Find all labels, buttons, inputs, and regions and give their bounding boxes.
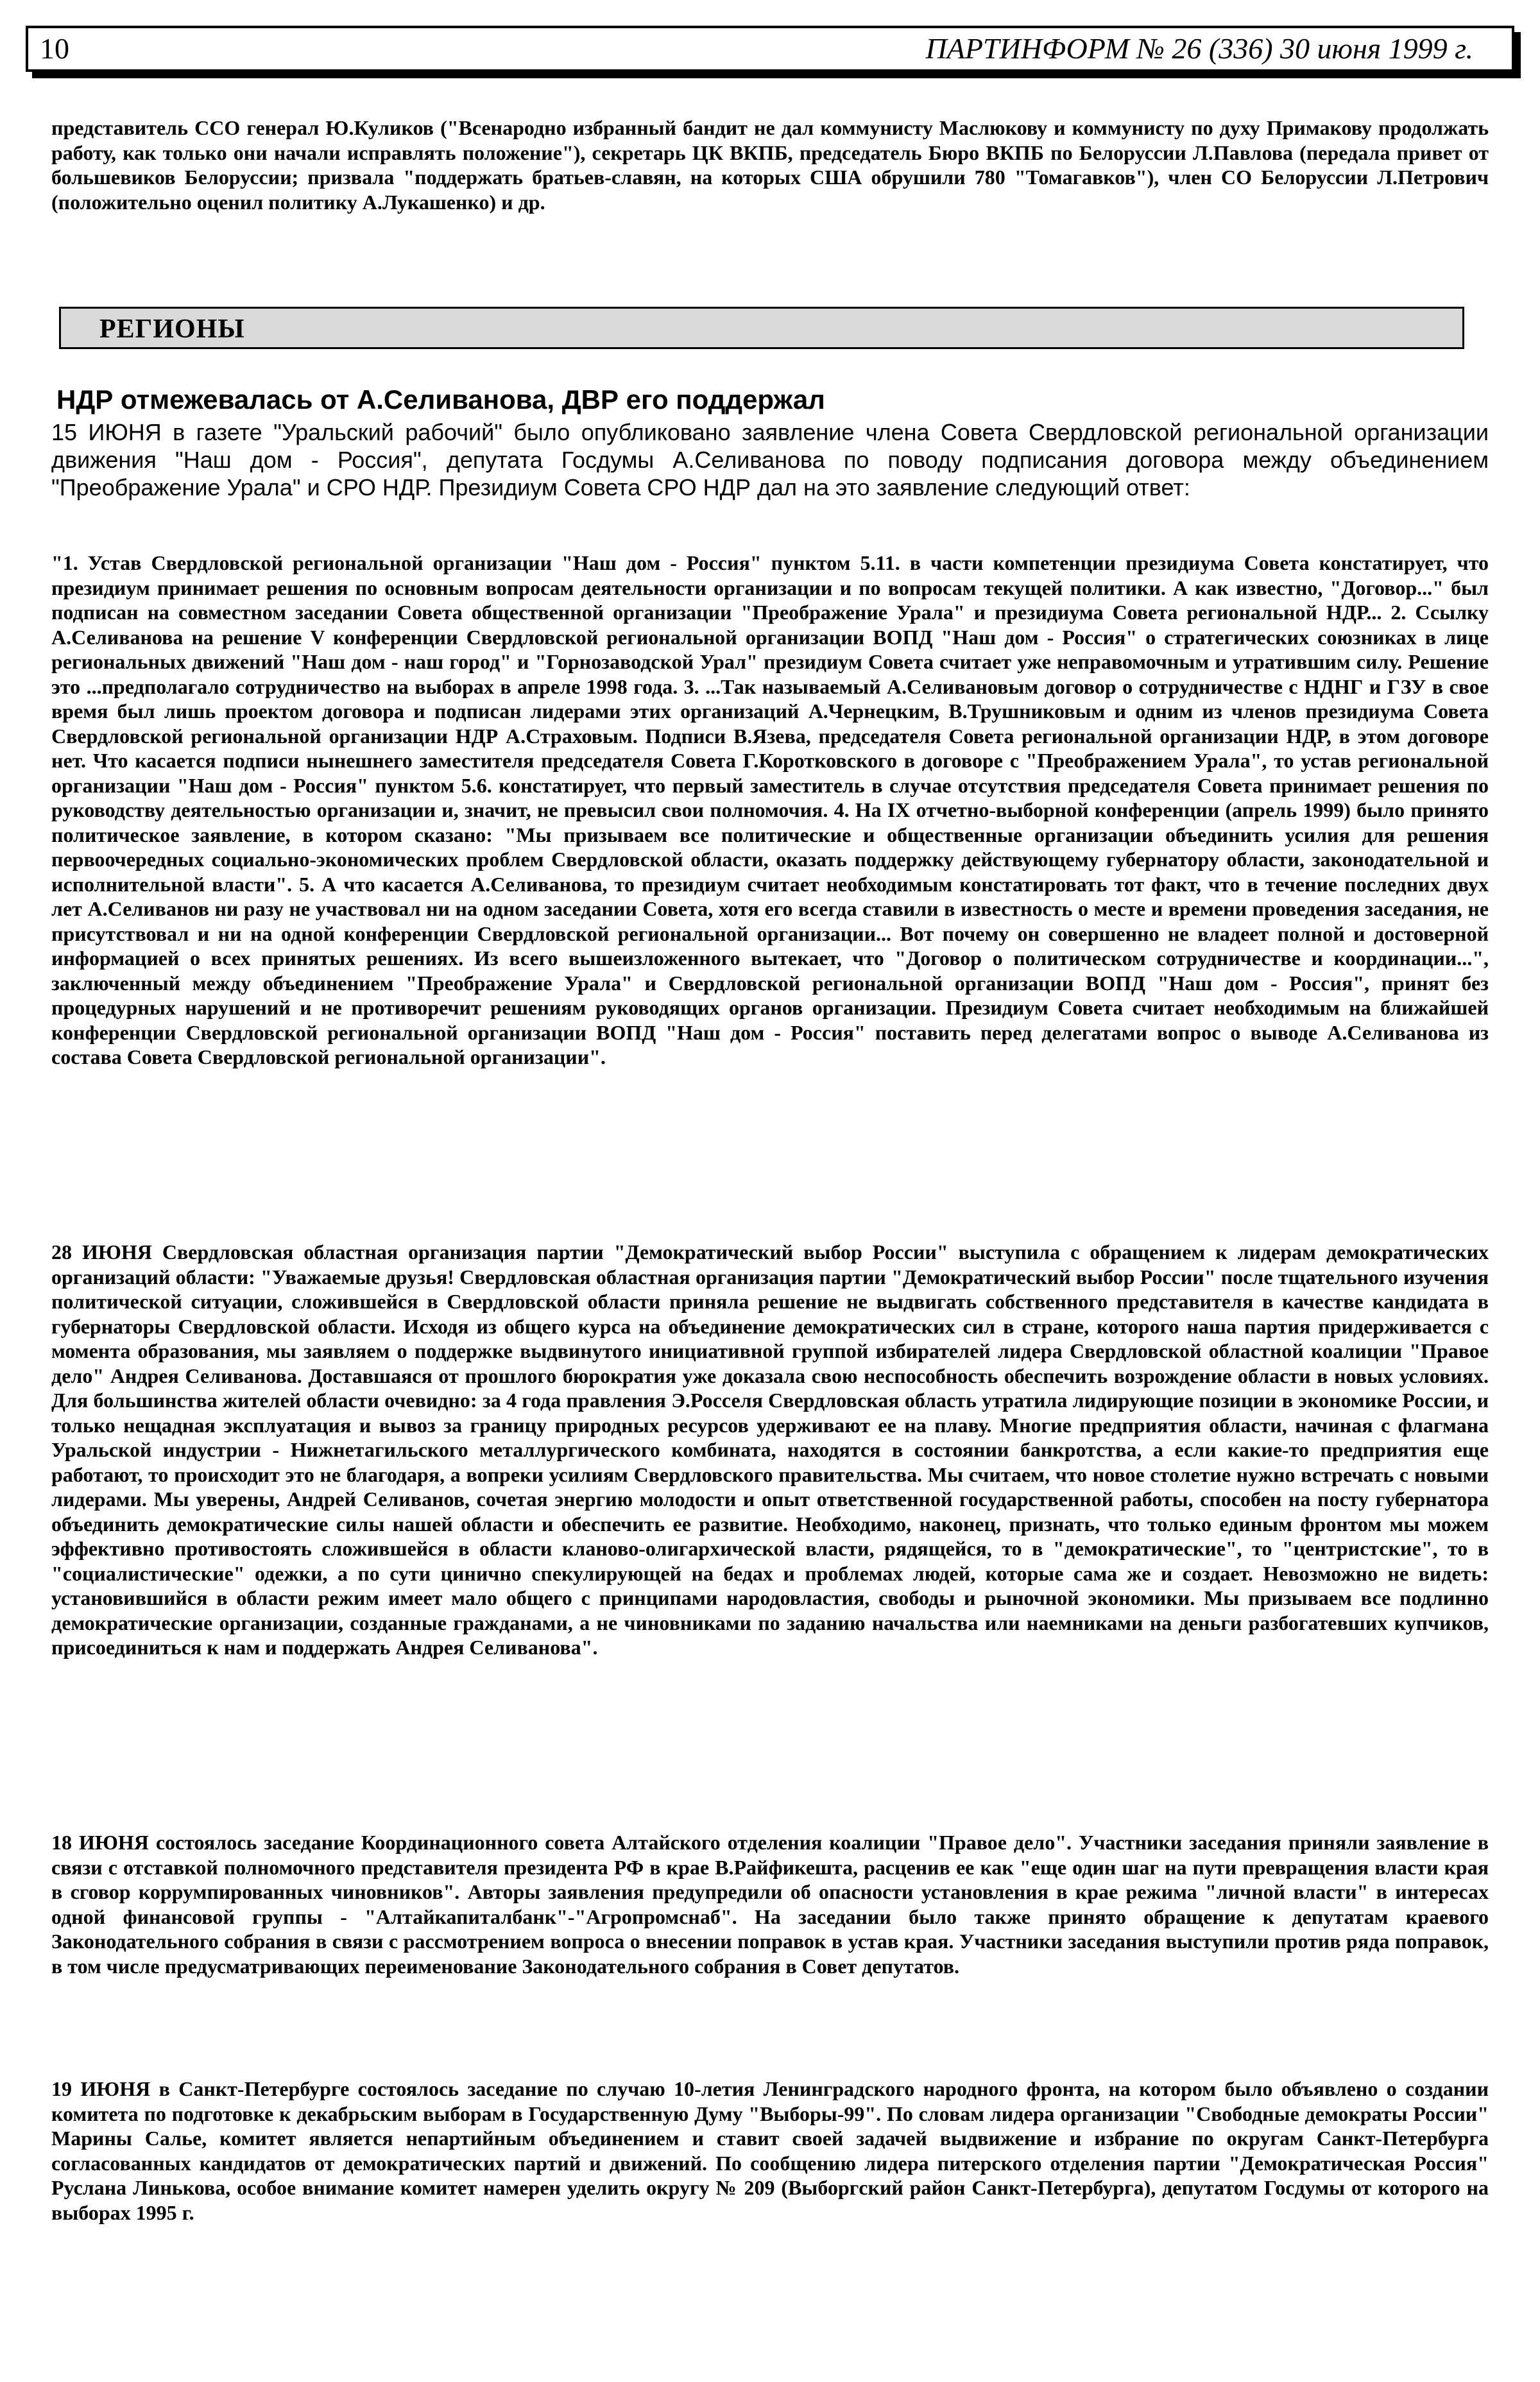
article-title: НДР отмежевалась от А.Селиванова, ДВР его поддержал <box>56 384 825 415</box>
section-header <box>59 307 1464 349</box>
issue-info: ПАРТИНФОРМ № 26 (336) 30 июня 1999 г. <box>925 32 1473 65</box>
article-lead: 15 ИЮНЯ в газете "Уральский рабочий" было опубликовано заявление члена Совета Свердловской региональной организации движения "Наш дом - Россия", депутата Госдумы А.Селиванова по поводу подписания договора между объединением "Преображение Урала" и СРО НДР. Президиум Совета СРО НДР дал на это заявление следующий ответ: <box>51 419 1489 501</box>
spb-paragraph: 19 ИЮНЯ в Санкт-Петербурге состоялось заседание по случаю 10-летия Ленинградского народного фронта, на котором было объявлено о создании комитета по подготовке к декабрьским выборам в Государственную Думу "Выборы-99". По словам лидера организации "Свободные демократы России" Марины Салье, комитет является непартийным объединением и ставит своей задачей выдвижение и избрание по округам Санкт-Петербурга согласованных кандидатов от демократических партий и движений. По сообщению лидера питерского отделения партии "Демократическая Россия" Руслана Линькова, особое внимание комитет намерен уделить округу № 209 (Выборгский район Санкт-Петербурга), депутатом Госдумы от которого на выборах 1995 г. <box>51 2077 1489 2224</box>
section-title: РЕГИОНЫ <box>99 314 245 344</box>
page-number: 10 <box>40 32 69 65</box>
altai-paragraph: 18 ИЮНЯ состоялось заседание Координационного совета Алтайского отделения коалиции "Правое дело". Участники заседания приняли заявление в связи с отставкой полномочного представителя президента РФ в крае В.Райфикешта, расценив ее как "еще один шаг на пути превращения власти края в сговор коррумпированных чиновников". Авторы заявления предупредили об опасности установления в крае режима "личной власти" в интересах одной финансовой группы - "Алтайкапиталбанк"-"Агропромснаб". На заседании было также принято обращение к депутатам краевого Законодательного собрания в связи с рассмотрением вопроса о внесении поправок в устав края. Участники заседания выступили против ряда поправок, в том числе предусматривающих переименование Законодательного собрания в Совет депутатов. <box>51 1831 1489 1978</box>
intro-paragraph: представитель ССО генерал Ю.Куликов ("Всенародно избранный бандит не дал коммунисту Маслюкову и коммунисту по духу Примакову продолжать работу, как только они начали исправлять положение"), секретарь ЦК ВКПБ, председатель Бюро ВКПБ по Белоруссии Л.Павлова (передала привет от большевиков Белоруссии; призвала "поддержать братьев-славян, на которых США обрушили 780 "Томагавков"), член СО Белоруссии Л.Петрович (положительно оценил политику А.Лукашенко) и др. <box>51 116 1489 214</box>
ndr-statement-quote: "1. Устав Свердловской региональной организации "Наш дом - Россия" пунктом 5.11. в части компетенции президиума Совета констатирует, что президиум принимает решения по основным вопросам деятельности организации и по вопросам текущей политики. А как известно, "Договор..." был подписан на совместном заседании Совета общественной организации "Преображение Урала" и президиума Совета региональной НДР... 2. Ссылку А.Селиванова на решение V конференции Свердловской региональной организации ВОПД "Наш дом - Россия" о стратегических союзниках в лице региональных движений "Наш дом - наш город" и "Горнозаводской Урал" президиум Совета считает уже неправомочным и утратившим силу. Решение это ...предполагало сотрудничество на выборах в апреле 1998 года. 3. ...Так называемый А.Селивановым договор о сотрудничестве с НДНГ и ГЗУ в свое время был лишь проектом договора и подписан лидерами этих организаций А.Чернецким, В.Трушниковым и одним из членов президиума Совета Свердловской региональной организации НДР А.Страховым. Подписи В.Язева, председателя Совета региональной организации НДР, в этом договоре нет. Что касается подписи нынешнего заместителя председателя Совета Г.Коротковского в договоре с "Преображением Урала", то устав региональной организации "Наш дом - Россия" пунктом 5.6. констатирует, что первый заместитель в случае отсутствия председателя Совета принимает решения по руководству деятельностью организации и, значит, не превысил свои полномочия. 4. На IX отчетно-выборной конференции (апрель 1999) было принято политическое заявление, в котором сказано: "Мы призываем все политические и общественные организации объединить усилия для решения первоочередных социально-экономических проблем Свердловской области, оказать поддержку действующему губернатору области, законодательной и исполнительной власти". 5. А что касается А.Селиванова, то президиум считает необходимым констатировать тот факт, что в течение последних двух лет А.Селиванов ни разу не участвовал ни на одном заседании Совета, хотя его всегда ставили в известность о месте и времени проведения заседания, не присутствовал и ни на одной конференции Свердловской региональной организации... Вот почему он совершенно не владеет полной и достоверной информацией о всех принятых решениях. Из всего вышеизложенного вытекает, что "Договор о политическом сотрудничестве и координации...", заключенный между объединением "Преображение Урала" и Свердловской региональной организации ВОПД "Наш дом - Россия", принят без процедурных нарушений и не противоречит решениям руководящих органов организации. Президиум Совета считает необходимым на ближайшей конференции Свердловской региональной организации ВОПД "Наш дом - Россия" поставить перед делегатами вопрос о выводе А.Селиванова из состава Совета Свердловской региональной организации". <box>51 551 1489 1068</box>
dvr-appeal-paragraph: 28 ИЮНЯ Свердловская областная организация партии "Демократический выбор России" выступила с обращением к лидерам демократических организаций области: "Уважаемые друзья! Свердловская областная организация партии "Демократический выбор России" после тщательного изучения политической ситуации, сложившейся в Свердловской области приняла решение не выдвигать собственного представителя в качестве кандидата в губернаторы Свердловской области. Исходя из общего курса на объединение демократических сил в стране, которого наша партия придерживается с момента образования, мы заявляем о поддержке выдвинутого инициативной группой избирателей лидера Свердловской областной коалиции "Правое дело" Андрея Селиванова. Доставшаяся от прошлого бюрократия уже доказала свою неспособность обеспечить возрождение области в новых условиях. Для большинства жителей области очевидно: за 4 года правления Э.Росселя Свердловская область утратила лидирующие позиции в экономике России, и только нещадная эксплуатация и вывоз за границу природных ресурсов удерживают ее на плаву. Многие предприятия области, начиная с флагмана Уральской индустрии - Нижнетагильского металлургического комбината, находятся в состоянии банкротства, а если какие-то предприятия еще работают, то происходит это не благодаря, а вопреки усилиям Свердловского правительства. Мы считаем, что новое столетие нужно встречать с новыми лидерами. Мы уверены, Андрей Селиванов, сочетая энергию молодости и опыт ответственной государственной работы, способен на посту губернатора объединить демократические силы нашей области и обеспечить ее развитие. Необходимо, наконец, признать, что только единым фронтом мы можем эффективно противостоять сложившейся в области клановo-олигархической власти, рядящейся, то в "демократические", то "центристские", то в "социалистические" одежки, а по сути цинично спекулирующей на бедах и проблемах людей, которые сама же и создает. Невозможно не видеть: установившийся в области режим имеет мало общего с принципами народовластия, свободы и рыночной экономики. Мы призываем все подлинно демократические организации, созданные гражданами, а не чиновниками по заданию начальства или наемниками на деньги разбогатевших купчиков, присоединиться к нам и поддержать Андрея Селиванова". <box>51 1240 1489 1659</box>
page-header <box>26 26 1514 72</box>
